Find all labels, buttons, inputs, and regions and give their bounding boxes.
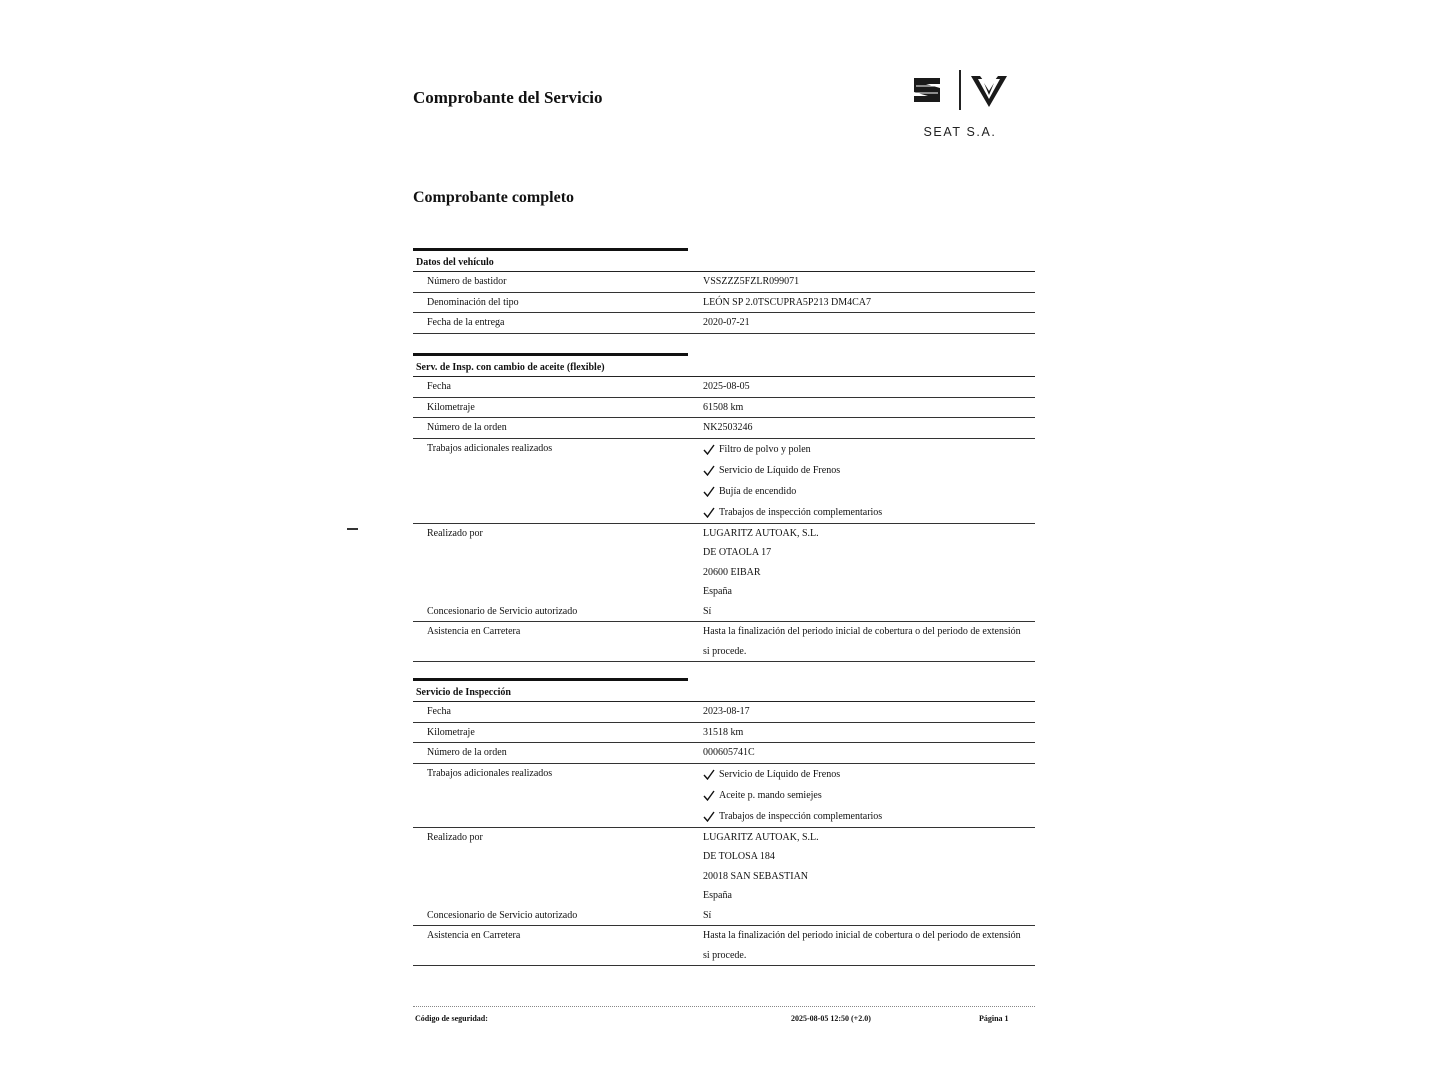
service-1-section — [413, 353, 1035, 662]
order-label: Número de la orden — [427, 422, 507, 433]
km-label: Kilometraje — [427, 401, 475, 413]
km-value: 61508 km — [703, 401, 744, 413]
document-title: Comprobante del Servicio — [413, 88, 603, 107]
dealer-label: Concesionario de Servicio autorizado — [427, 605, 578, 617]
roadside-value: Hasta la finalización del periodo inicial de cobertura o del periodo de extensión si procede. — [703, 626, 1021, 657]
list-item: Filtro de polvo y polen — [703, 439, 1035, 460]
date-row — [413, 702, 1035, 723]
work-list — [703, 439, 1035, 523]
margin-mark — [347, 528, 358, 530]
work-row — [413, 439, 1035, 524]
section-bar — [413, 248, 688, 251]
dealer-row — [413, 906, 1035, 927]
date-label: Fecha — [427, 706, 451, 717]
work-label: Trabajos adicionales realizados — [427, 767, 553, 779]
list-item: Aceite p. mando semiejes — [703, 785, 1035, 806]
dealer-value: Sí — [703, 909, 712, 921]
page-footer — [413, 1006, 1035, 1027]
delivery-label: Fecha de la entrega — [427, 317, 505, 328]
vehicle-section — [413, 248, 1035, 334]
service-2-section — [413, 678, 1035, 966]
performed-by-address: LUGARITZ AUTOAK, S.L. DE TOLOSA 184 20018 SAN SEBASTIAN España — [703, 831, 819, 901]
section-bar — [413, 678, 688, 681]
performed-by-row — [413, 524, 1035, 602]
roadside-label: Asistencia en Carretera — [427, 626, 521, 637]
type-row — [413, 293, 1035, 314]
section-heading: Serv. de Insp. con cambio de aceite (flexible) — [413, 361, 1035, 377]
performed-by-label: Realizado por — [427, 831, 483, 843]
checkmark-icon — [703, 507, 715, 518]
print-timestamp: 2025-08-05 12:50 (+2.0) — [791, 1014, 871, 1023]
seat-logo-icon — [912, 76, 942, 109]
delivery-value: 2020-07-21 — [703, 317, 750, 328]
performed-by-row — [413, 828, 1035, 906]
security-code-label: Código de seguridad: — [415, 1014, 488, 1023]
company-name: SEAT S.A. — [923, 125, 997, 139]
checkmark-icon — [703, 444, 715, 455]
work-label: Trabajos adicionales realizados — [427, 442, 553, 454]
dealer-row — [413, 602, 1035, 623]
work-row — [413, 764, 1035, 828]
checkmark-icon — [703, 486, 715, 497]
order-value: 000605741C — [703, 747, 755, 758]
date-row — [413, 377, 1035, 398]
roadside-row — [413, 926, 1035, 966]
list-item: Bujía de encendido — [703, 481, 1035, 502]
type-label: Denominación del tipo — [427, 296, 519, 308]
vin-label: Número de bastidor — [427, 276, 507, 287]
order-row — [413, 743, 1035, 764]
vin-row — [413, 272, 1035, 293]
performed-by-address: LUGARITZ AUTOAK, S.L. DE OTAOLA 17 20600 EIBAR España — [703, 527, 819, 597]
checkmark-icon — [703, 465, 715, 476]
list-item: Trabajos de inspección complementarios — [703, 502, 1035, 523]
km-row — [413, 723, 1035, 744]
section-bar — [413, 353, 688, 356]
list-item: Servicio de Líquido de Frenos — [703, 764, 1035, 785]
roadside-value: Hasta la finalización del periodo inicial de cobertura o del periodo de extensión si procede. — [703, 930, 1021, 961]
date-label: Fecha — [427, 381, 451, 392]
vin-value: VSSZZZ5FZLR099071 — [703, 276, 800, 287]
checkmark-icon — [703, 769, 715, 780]
km-row — [413, 398, 1035, 419]
delivery-row — [413, 313, 1035, 334]
list-item: Trabajos de inspección complementarios — [703, 806, 1035, 827]
cupra-logo-icon — [970, 74, 1008, 113]
checkmark-icon — [703, 790, 715, 801]
section-heading: Servicio de Inspección — [413, 686, 1035, 702]
document-subtitle: Comprobante completo — [413, 189, 575, 206]
dealer-label: Concesionario de Servicio autorizado — [427, 909, 578, 921]
order-row — [413, 418, 1035, 439]
km-label: Kilometraje — [427, 726, 475, 738]
work-list — [703, 764, 1035, 827]
date-value: 2025-08-05 — [703, 381, 750, 392]
type-value: LEÓN SP 2.0TSCUPRA5P213 DM4CA7 — [703, 296, 871, 308]
logo-divider — [959, 70, 961, 110]
order-label: Número de la orden — [427, 747, 507, 758]
dealer-value: Sí — [703, 605, 712, 617]
section-heading: Datos del vehículo — [413, 256, 1035, 272]
order-value: NK2503246 — [703, 422, 753, 433]
checkmark-icon — [703, 811, 715, 822]
date-value: 2023-08-17 — [703, 706, 750, 717]
list-item: Servicio de Líquido de Frenos — [703, 460, 1035, 481]
page-number: Página 1 — [979, 1014, 1009, 1023]
km-value: 31518 km — [703, 726, 744, 738]
roadside-row — [413, 622, 1035, 662]
company-logo — [908, 68, 1012, 144]
performed-by-label: Realizado por — [427, 527, 483, 539]
roadside-label: Asistencia en Carretera — [427, 930, 521, 941]
